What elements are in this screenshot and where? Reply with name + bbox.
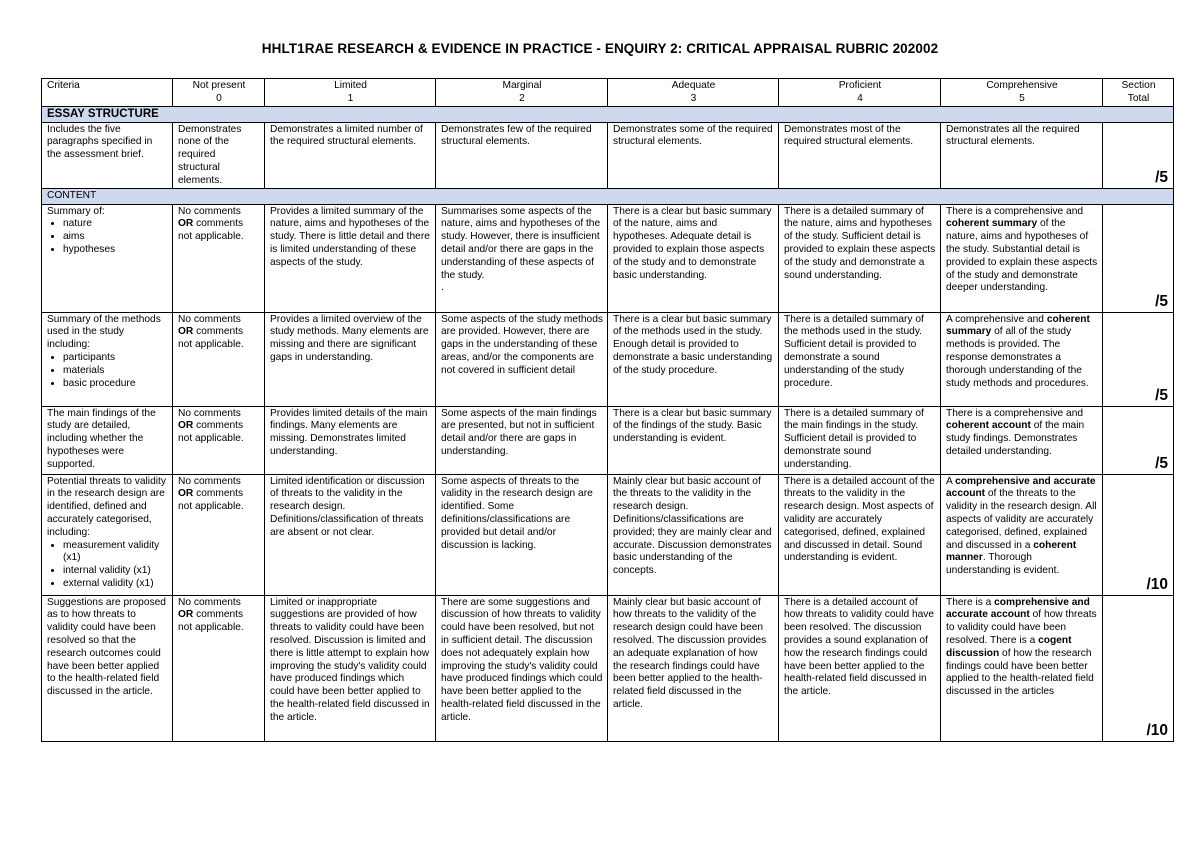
section-total-value: /5	[1155, 454, 1168, 472]
table-row	[42, 595, 1174, 741]
level-3-cell: There is a clear but basic summary of the nature, aims and hypotheses. Adequate detail is provided to explain those aspects of the study and to demonstrate basic understanding.	[608, 204, 779, 312]
header-level-2: Marginal 2	[436, 79, 608, 107]
list-item: • aims	[63, 231, 168, 244]
header-level-1: Limited 1	[265, 79, 436, 107]
level-5-cell: A comprehensive and accurate account of the threats to the validity in the research design. All aspects of validity are accurately categorised, defined, explained and discussed in a coherent manner. Thorough understanding is evident.	[941, 474, 1103, 595]
section-total-value: /5	[1155, 168, 1168, 186]
criteria-cell: Suggestions are proposed as to how threats to validity could have been resolved so that the research outcomes could have been better applied to the health-related field discussed in the article.	[42, 595, 173, 741]
level-3-cell: Demonstrates some of the required structural elements.	[608, 122, 779, 188]
list-item: • nature	[63, 218, 168, 231]
section-total-cell	[1103, 122, 1174, 188]
level-0-cell: Demonstrates none of the required structural elements.	[173, 122, 265, 188]
section-total-cell	[1103, 474, 1174, 595]
level-1-cell: Demonstrates a limited number of the required structural elements.	[265, 122, 436, 188]
level-0-cell: No comments OR comments not applicable.	[173, 474, 265, 595]
level-4-cell: There is a detailed summary of the main findings in the study. Sufficient detail is provided to demonstrate sound understanding.	[779, 406, 941, 474]
list-item: • hypotheses	[63, 244, 168, 257]
header-level-4: Proficient 4	[779, 79, 941, 107]
level-1-cell: Provides a limited summary of the nature, aims and hypotheses of the study. There is little detail and there is limited understanding of these aspects of the study.	[265, 204, 436, 312]
criteria-cell: Summary of the methods used in the study including: • participants • materials • basic procedure	[42, 312, 173, 406]
header-criteria: Criteria	[42, 79, 173, 107]
section-total-cell	[1103, 312, 1174, 406]
level-4-cell: There is a detailed account of the threats to the validity in the research design. Most aspects of validity are accurately categorised, defined, explained and discussed in detail. Sound understanding is evident.	[779, 474, 941, 595]
level-3-cell: Mainly clear but basic account of the threats to the validity in the research design. Definitions/classifications are provided; they are mainly clear and accurate. Discussion demonstrates basic understanding of the concepts.	[608, 474, 779, 595]
table-row	[42, 474, 1174, 595]
level-2-cell: There are some suggestions and discussion of how threats to validity could have been resolved, but not in sufficient detail. The discussion does not adequately explain how improving the study's validity could have produced findings which could have been better applied to the health-related field discussed in the article.	[436, 595, 608, 741]
level-2-cell: Some aspects of threats to the validity in the research design are identified. Some definitions/classifications are provided but detail and/or discussion is lacking.	[436, 474, 608, 595]
level-4-cell: Demonstrates most of the required structural elements.	[779, 122, 941, 188]
level-1-cell: Provides limited details of the main findings. Many elements are missing. Demonstrates limited understanding.	[265, 406, 436, 474]
section-total-value: /10	[1146, 721, 1168, 739]
level-3-cell: There is a clear but basic summary of the findings of the study. Basic understanding is evident.	[608, 406, 779, 474]
section-total-cell	[1103, 204, 1174, 312]
level-5-cell: A comprehensive and coherent summary of all of the study methods is provided. The response demonstrates a thorough understanding of the study methods and procedures.	[941, 312, 1103, 406]
level-5-cell: Demonstrates all the required structural elements.	[941, 122, 1103, 188]
level-3-cell: There is a clear but basic summary of the methods used in the study. Enough detail is provided to demonstrate a basic understanding of the study procedure.	[608, 312, 779, 406]
list-item: • internal validity (x1)	[63, 565, 168, 578]
header-level-5: Comprehensive 5	[941, 79, 1103, 107]
level-0-cell: No comments OR comments not applicable.	[173, 406, 265, 474]
level-3-cell: Mainly clear but basic account of how threats to the validity of the research design could have been resolved. The discussion provides an adequate explanation of how the research findings could have been better applied to the health-related field discussed in the article.	[608, 595, 779, 741]
section-label: CONTENT	[42, 188, 1174, 204]
level-4-cell: There is a detailed summary of the methods used in the study. Sufficient detail is provided to demonstrate a sound understanding of the study procedure.	[779, 312, 941, 406]
section-label: ESSAY STRUCTURE	[42, 106, 1174, 122]
list-item: • measurement validity (x1)	[63, 540, 168, 566]
level-0-cell: No comments OR comments not applicable.	[173, 595, 265, 741]
level-2-cell: Demonstrates few of the required structural elements.	[436, 122, 608, 188]
criteria-list	[47, 540, 168, 591]
section-total-cell	[1103, 406, 1174, 474]
table-row	[42, 406, 1174, 474]
table-row	[42, 122, 1174, 188]
level-0-cell: No comments OR comments not applicable.	[173, 312, 265, 406]
table-row	[42, 204, 1174, 312]
list-item: • basic procedure	[63, 378, 168, 391]
level-5-cell: There is a comprehensive and coherent summary of the nature, aims and hypotheses of the study. Substantial detail is provided to explain these aspects of the study and demonstrate deeper understanding.	[941, 204, 1103, 312]
level-2-cell: Some aspects of the study methods are provided. However, there are gaps in the understanding of these areas, and/or the components are not covered in sufficient detail	[436, 312, 608, 406]
criteria-cell: Includes the five paragraphs specified in the assessment brief.	[42, 122, 173, 188]
level-4-cell: There is a detailed account of how threats to validity could have been resolved. The discussion provides a sound explanation of how the research findings could have been better applied to the health-related field discussed in the article.	[779, 595, 941, 741]
level-1-cell: Limited identification or discussion of threats to the validity in the research design. Definitions/classification of threats are absent or not clear.	[265, 474, 436, 595]
level-2-cell: Summarises some aspects of the nature, aims and hypotheses of the study. However, there is insufficient detail and/or there are gaps in the understanding of these aspects of the study. .	[436, 204, 608, 312]
criteria-list	[47, 352, 168, 390]
level-2-cell: Some aspects of the main findings are presented, but not in sufficient detail and/or there are gaps in understanding.	[436, 406, 608, 474]
section-content	[42, 188, 1174, 204]
section-total-value: /5	[1155, 386, 1168, 404]
header-level-3: Adequate 3	[608, 79, 779, 107]
section-total-cell	[1103, 595, 1174, 741]
criteria-cell: The main findings of the study are detailed, including whether the hypotheses were supported.	[42, 406, 173, 474]
criteria-list	[47, 218, 168, 256]
level-5-cell: There is a comprehensive and accurate account of how threats to validity could have been resolved. There is a cogent discussion of how the research findings could have been better applied to the health-related field discussed in the articles	[941, 595, 1103, 741]
page-title: HHLT1RAE RESEARCH & EVIDENCE IN PRACTICE - ENQUIRY 2: CRITICAL APPRAISAL RUBRIC 202002	[261, 41, 939, 56]
criteria-cell: Potential threats to validity in the research design are identified, defined and accurately categorised, including: • measurement validity (x1) • internal validity (x1) • external validity (x1)	[42, 474, 173, 595]
table-row	[42, 312, 1174, 406]
list-item: • participants	[63, 352, 168, 365]
header-row	[42, 79, 1174, 107]
section-total-value: /5	[1155, 292, 1168, 310]
section-essay-structure	[42, 106, 1174, 122]
level-1-cell: Limited or inappropriate suggestions are provided of how threats to validity could have been resolved. Discussion is limited and there is little attempt to explain how improving the study's validity could have produced findings which could have been better applied to the health-related field discussed in the article.	[265, 595, 436, 741]
rubric-table	[41, 78, 1174, 742]
header-section-total: Section Total	[1103, 79, 1174, 107]
level-4-cell: There is a detailed summary of the nature, aims and hypotheses of the study. Sufficient detail is provided to explain these aspects of the study and demonstrate a sound understanding.	[779, 204, 941, 312]
list-item: • materials	[63, 365, 168, 378]
level-5-cell: There is a comprehensive and coherent account of the main study findings. Demonstrates detailed understanding.	[941, 406, 1103, 474]
criteria-cell: Summary of: • nature • aims • hypotheses	[42, 204, 173, 312]
list-item: • external validity (x1)	[63, 578, 168, 591]
section-total-value: /10	[1146, 575, 1168, 593]
header-level-0: Not present 0	[173, 79, 265, 107]
level-1-cell: Provides a limited overview of the study methods. Many elements are missing and there are significant gaps in understanding.	[265, 312, 436, 406]
level-0-cell: No comments OR comments not applicable.	[173, 204, 265, 312]
